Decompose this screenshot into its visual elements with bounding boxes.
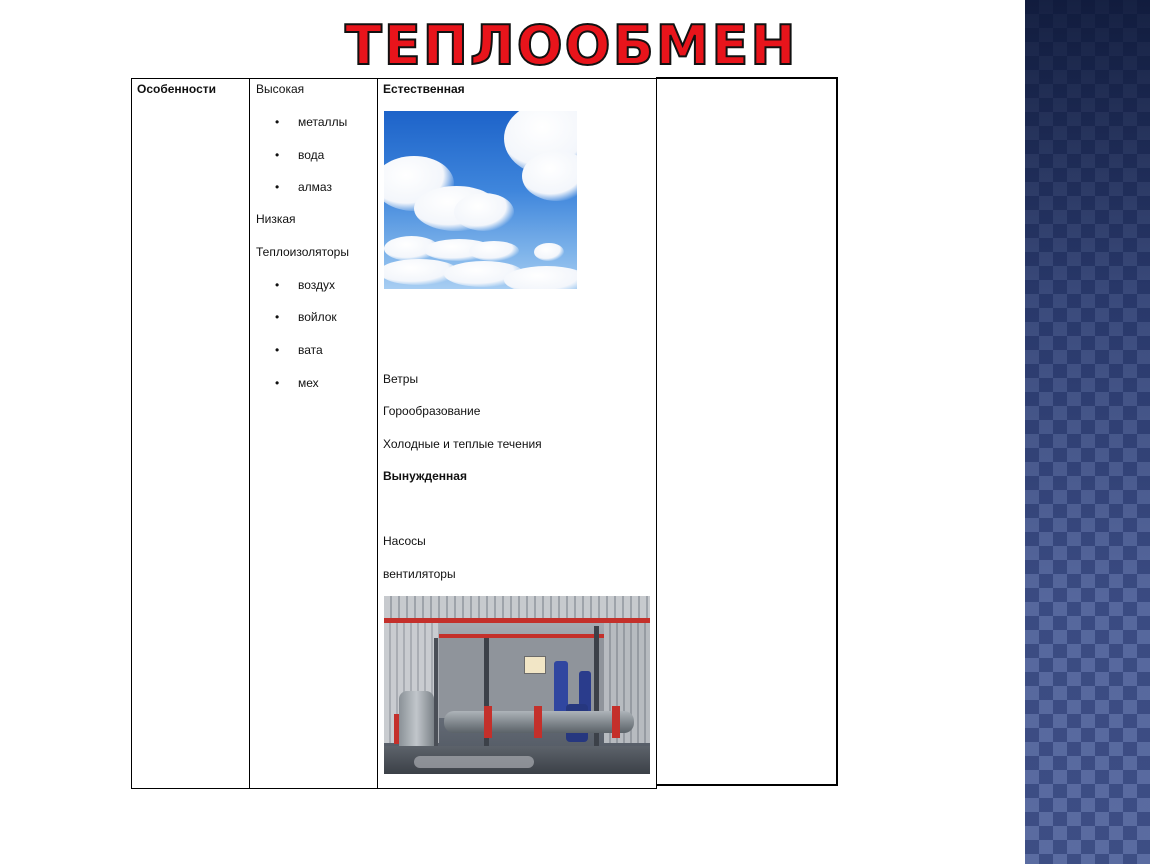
pump-station-photo <box>384 596 650 774</box>
bullet: • <box>275 180 280 194</box>
list-item-diamond: алмаз <box>298 180 332 194</box>
bullet: • <box>275 343 280 357</box>
insulators-label: Теплоизоляторы <box>256 245 349 259</box>
slide-title: ТЕПЛООБМЕН <box>345 14 798 77</box>
ocean-currents-item: Холодные и теплые течения <box>383 437 542 451</box>
mountain-building-item: Горообразование <box>383 404 481 418</box>
high-conductivity-label: Высокая <box>256 82 305 96</box>
features-header: Особенности <box>137 82 217 96</box>
bullet: • <box>275 310 280 324</box>
list-item-felt: войлок <box>298 310 337 324</box>
bullet: • <box>275 376 280 390</box>
decorative-side-panel <box>1025 0 1150 864</box>
sky-clouds-photo <box>384 111 577 289</box>
low-conductivity-label: Низкая <box>256 212 296 226</box>
pumps-item: Насосы <box>383 534 426 548</box>
forced-convection-label: Вынужденная <box>383 469 467 483</box>
fans-item: вентиляторы <box>383 567 456 581</box>
bullet: • <box>275 115 280 129</box>
table-cell-features <box>131 78 250 789</box>
bullet: • <box>275 148 280 162</box>
list-item-fur: мех <box>298 376 319 390</box>
list-item-air: воздух <box>298 278 336 292</box>
list-item-cotton-wool: вата <box>298 343 323 357</box>
list-item-water: вода <box>298 148 325 162</box>
winds-item: Ветры <box>383 372 419 386</box>
table-cell-empty <box>656 77 838 786</box>
list-item-metals: металлы <box>298 115 348 129</box>
bullet: • <box>275 278 280 292</box>
natural-convection-label: Естественная <box>383 82 465 96</box>
